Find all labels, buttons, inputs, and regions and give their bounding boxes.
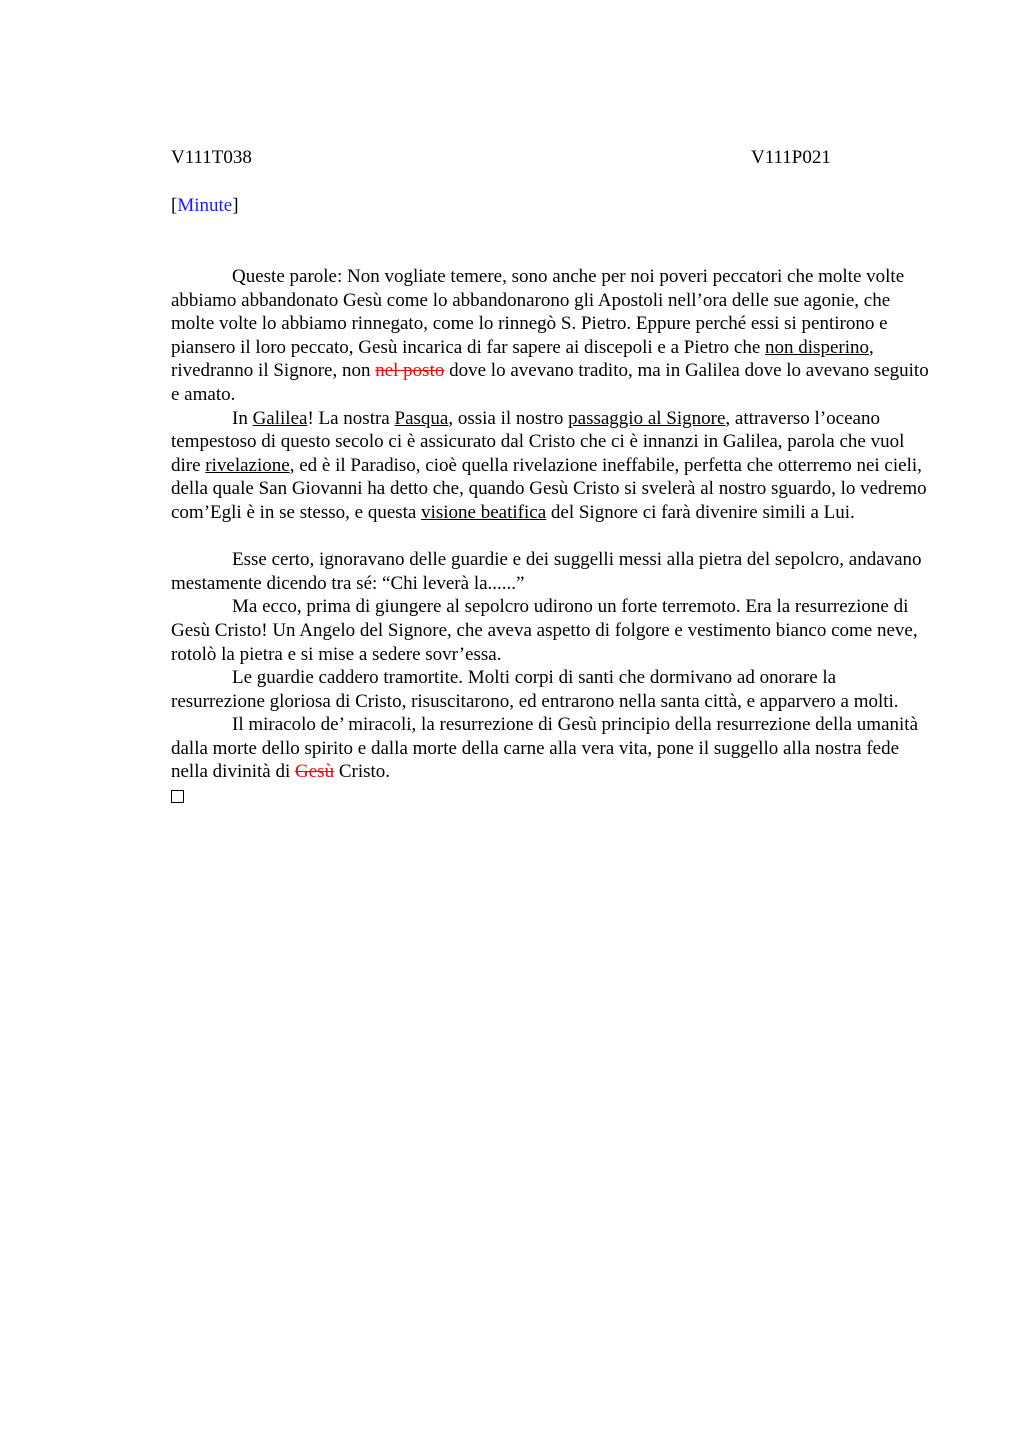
paragraph-2-text-f: del Signore ci farà divenire simili a Lui. xyxy=(546,501,855,523)
section-link-minute[interactable]: Minute xyxy=(177,195,233,216)
paragraph-2 xyxy=(171,407,931,525)
underlined-text: Pasqua xyxy=(394,407,449,429)
paragraph-2-text-b: ! La nostra xyxy=(307,407,395,429)
paragraph-2-text-a: In xyxy=(232,407,253,429)
paragraph-1 xyxy=(171,265,931,407)
section-open-bracket: [ xyxy=(171,195,178,216)
paragraph-6-text-a: Il miracolo de’ miracoli, la resurrezione di Gesù principio della resurrezione della umanità dalla morte dello spirito e dalla morte della carne alla vera vita, pone il suggello alla nostra fede nella divinità di xyxy=(171,714,919,783)
document-page xyxy=(171,145,931,803)
paragraph-spacer xyxy=(171,525,931,549)
paragraph-1-text-c: dove lo avevano tradito, ma in Galilea dove lo avevano seguito e amato. xyxy=(171,360,929,405)
document-header xyxy=(171,145,931,171)
paragraph-5: Le guardie caddero tramortite. Molti corpi di santi che dormivano ad onorare la resurrezione gloriosa di Cristo, risuscitarono, ed entrarono nella santa città, e apparvero a molti. xyxy=(171,667,899,712)
paragraph-6-text-b: Cristo. xyxy=(334,761,391,783)
empty-square-icon xyxy=(171,790,184,803)
deleted-text: nel posto xyxy=(375,360,445,382)
underlined-text: visione beatifica xyxy=(421,501,547,523)
document-body xyxy=(171,265,931,803)
paragraph-3: Esse certo, ignoravano delle guardie e dei suggelli messi alla pietra del sepolcro, andavano mestamente dicendo tra sé: “Chi leverà la......” xyxy=(171,549,922,594)
deleted-text: Gesù xyxy=(295,761,335,783)
document-code-left: V111T038 xyxy=(171,147,252,168)
paragraph-2-text-d: , attraverso l’oceano tempestoso di questo secolo ci è assicurato dal Cristo che ci è innanzi in Galilea, parola che vuol dire xyxy=(171,407,905,476)
underlined-text: non disperino xyxy=(765,336,869,358)
paragraph-2-text-c: , ossia il nostro xyxy=(448,407,569,429)
paragraph-4: Ma ecco, prima di giungere al sepolcro udirono un forte terremoto. Era la resurrezione di Gesù Cristo! Un Angelo del Signore, che aveva aspetto di folgore e vestimento bianco come neve, rotolò la pietra e si mise a sedere sovr’essa. xyxy=(171,596,918,665)
section-close-bracket: ] xyxy=(232,195,239,216)
paragraph-2-text-e: , ed è il Paradiso, cioè quella rivelazione ineffabile, perfetta che otterremo nei cieli, della quale San Giovanni ha detto che, quando Gesù Cristo si svelerà al nostro sguardo, lo vedremo com’Egli è in se stesso, e questa xyxy=(171,454,927,523)
document-code-right: V111P021 xyxy=(751,147,831,168)
underlined-text: passaggio al Signore xyxy=(568,407,726,429)
paragraph-1-text-a: Queste parole: Non vogliate temere, sono anche per noi poveri peccatori che molte volte abbiamo abbandonato Gesù come lo abbandonarono gli Apostoli nell’ora delle sue agonie, che molte volte lo abbiamo rinnegato, come lo rinnegò S. Pietro. Eppure perché essi si pentirono e piansero il loro peccato, Gesù incarica di far sapere ai discepoli e a Pietro che xyxy=(171,266,905,358)
underlined-text: rivelazione xyxy=(205,454,290,476)
paragraph-1-text-b: , rivedranno il Signore, non xyxy=(171,336,874,382)
paragraph-6 xyxy=(171,713,931,784)
underlined-text: Galilea xyxy=(252,407,308,429)
section-label xyxy=(171,193,931,219)
